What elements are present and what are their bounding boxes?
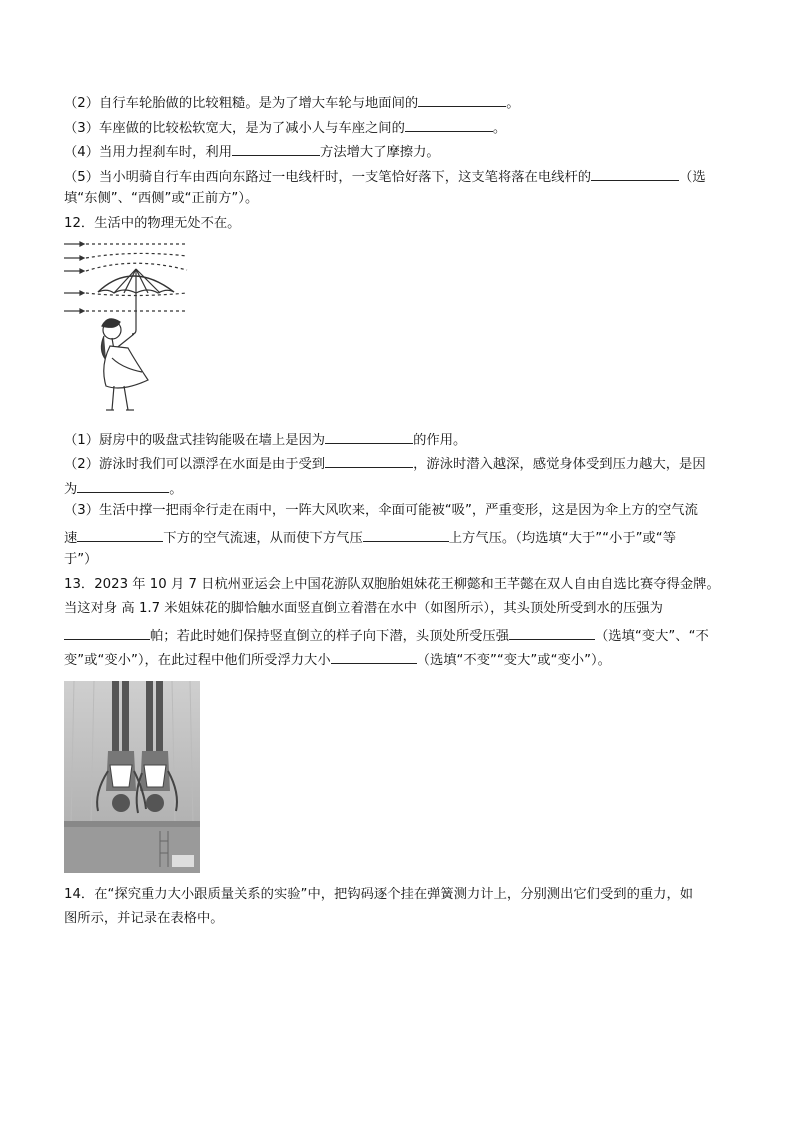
q12-part3-end: 于”） [64, 552, 98, 567]
q11-part5-end: （选 [679, 170, 706, 185]
q13-line4-rest: （选填“不变”“变大”或“变小”）。 [416, 653, 611, 668]
answer-blank[interactable] [418, 92, 506, 107]
q13-line3-text: 帕；若此时她们保持竖直倒立的样子向下潜，头顶处所受压强 [150, 629, 510, 644]
q12-part2-rest: ，游泳时潜入越深，感觉身体受到压力越大，是因 [413, 457, 706, 472]
q11-part5-text: （5）当小明骑自行车由西向东路过一电线杆时，一支笔恰好落下，这支笔将落在电线杆的 [64, 170, 592, 185]
q11-part2-text: （2）自行车轮胎做的比较粗糙。是为了增大车轮与地面间的 [64, 96, 419, 111]
q12-part2-cont [64, 478, 183, 499]
q11-part3-text: （3）车座做的比较松软宽大，是为了减小人与车座之间的 [64, 121, 405, 136]
answer-blank[interactable] [325, 453, 413, 468]
q12-part2b-text: 为 [64, 482, 78, 497]
q12-part1 [64, 429, 466, 450]
q11-part5 [64, 166, 706, 187]
q11-part4 [64, 141, 440, 162]
q14-line2: 图所示，并记录在表格中。 [64, 911, 224, 926]
q12-part1-end: 的作用。 [413, 433, 467, 448]
q13-line3-rest: （选填“变大”、“不 [595, 629, 709, 644]
q12-part3-text: 速 [64, 531, 78, 546]
q11-part2-end: 。 [506, 96, 520, 111]
answer-blank[interactable] [591, 166, 679, 181]
girl-with-umbrella-icon [62, 238, 192, 420]
q12-part2-text: （2）游泳时我们可以漂浮在水面是由于受到 [64, 457, 326, 472]
q13-line4-text: 变”或“变小”），在此过程中他们所受浮力大小 [64, 653, 331, 668]
q13-line4 [64, 649, 611, 670]
answer-blank[interactable] [325, 429, 413, 444]
q11-part3-end: 。 [492, 121, 507, 136]
q12-part1-text: （1）厨房中的吸盘式挂钩能吸在墙上是因为 [64, 433, 326, 448]
synchronized-swimmers-icon [64, 681, 200, 873]
q11-part4-text: （4）当用力捏刹车时，利用 [64, 145, 233, 160]
q12-part3-rest: 上方气压。（均选填“大于”“小于”或“等 [448, 531, 676, 546]
q13-line1: 13．2023 年 10 月 7 日杭州亚运会上中国花游队双胞胎姐妹花王柳懿和王芊懿在双人自由自选比赛夺得金牌。 [64, 577, 720, 592]
answer-blank[interactable] [405, 117, 493, 132]
answer-blank[interactable] [77, 478, 169, 493]
q12-title: 12．生活中的物理无处不在。 [64, 216, 241, 231]
q14-line1: 14．在“探究重力大小跟质量关系的实验”中，把钩码逐个挂在弹簧测力计上，分别测出它们受到的重力，如 [64, 887, 694, 902]
umbrella-girl-figure [62, 238, 192, 420]
q13-line3 [64, 625, 709, 646]
q12-part3: （3）生活中撑一把雨伞行走在雨中，一阵大风吹来，伞面可能被“吸”，严重变形，这是因为伞上方的空气流 [64, 503, 698, 518]
q12-part3-mid: 下方的空气流速，从而使下方气压 [163, 531, 363, 546]
q11-part4-end: 方法增大了摩擦力。 [320, 145, 440, 160]
answer-blank[interactable] [64, 625, 150, 640]
answer-blank[interactable] [232, 141, 320, 156]
q11-part3 [64, 117, 506, 138]
answer-blank[interactable] [509, 625, 595, 640]
q12-part2b-end: 。 [169, 482, 183, 497]
q11-part5-cont: 填“东侧”、“西侧”或“正前方”）。 [64, 191, 259, 206]
q12-part2 [64, 453, 706, 474]
swimmers-photo [64, 681, 200, 873]
answer-blank[interactable] [77, 527, 163, 542]
answer-blank[interactable] [331, 649, 417, 664]
q11-part2 [64, 92, 519, 113]
q12-part3-cont [64, 527, 676, 548]
answer-blank[interactable] [363, 527, 449, 542]
q13-line2: 当这对身 高 1.7 米姐妹花的脚恰触水面竖直倒立着潜在水中（如图所示），其头顶处所受到水的压强为 [64, 601, 663, 616]
